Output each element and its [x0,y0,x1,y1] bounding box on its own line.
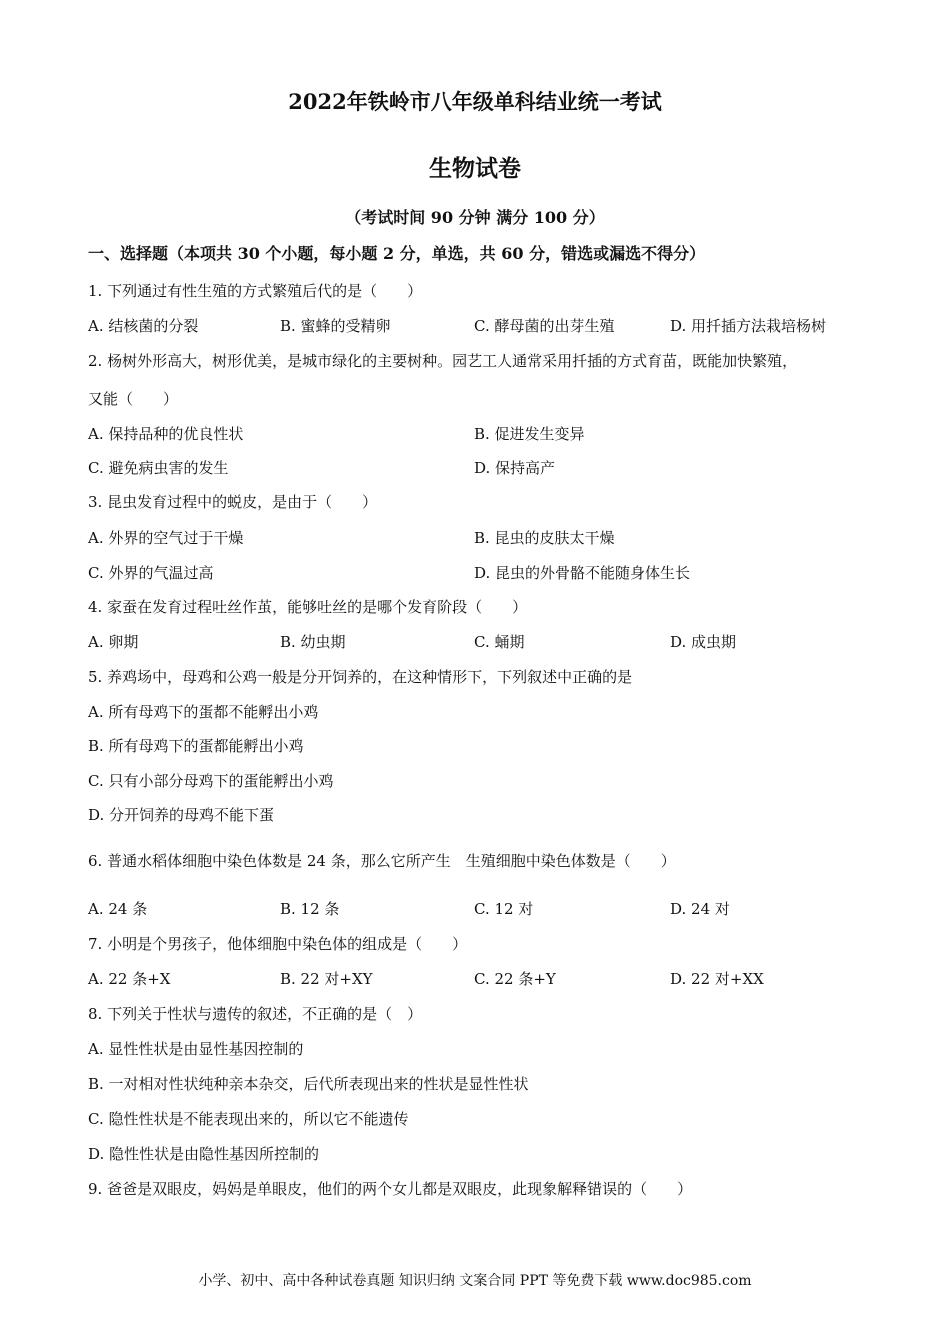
question-4-option-c: C. 蛹期 [474,633,525,651]
question-3-option-d: D. 昆虫的外骨骼不能随身体生长 [474,564,691,582]
question-3-stem: 3. 昆虫发育过程中的蜕皮，是由于（ ） [88,493,378,511]
question-2-option-a: A. 保持品种的优良性状 [88,425,244,443]
question-5-option-c: C. 只有小部分母鸡下的蛋能孵出小鸡 [88,772,334,790]
question-5-option-d: D. 分开饲养的母鸡不能下蛋 [88,806,275,824]
question-1-option-d: D. 用扦插方法栽培杨树 [670,317,827,335]
question-9-stem: 9. 爸爸是双眼皮，妈妈是单眼皮，他们的两个女儿都是双眼皮，此现象解释错误的（ ） [88,1180,693,1198]
question-2-option-b: B. 促进发生变异 [474,425,585,443]
question-2-stem-continued: 又能（ ） [88,390,179,408]
question-1-option-c: C. 酵母菌的出芽生殖 [474,317,615,335]
question-7-stem: 7. 小明是个男孩子，他体细胞中染色体的组成是（ ） [88,935,468,953]
question-1-option-a: A. 结核菌的分裂 [88,317,199,335]
question-4-option-b: B. 幼虫期 [280,633,346,651]
page-footer: 小学、初中、高中各种试卷真题 知识归纳 文案合同 PPT 等免费下载 www.doc985.com [198,1273,752,1289]
question-8-option-a: A. 显性性状是由显性基因控制的 [88,1040,304,1058]
question-2-stem: 2. 杨树外形高大，树形优美，是城市绿化的主要树种。园艺工人通常采用扦插的方式育苗，既能加快繁殖， [88,352,798,370]
question-5-option-a: A. 所有母鸡下的蛋都不能孵出小鸡 [88,703,319,721]
subject-title: 生物试卷 [429,155,521,182]
exam-title: 2022年铁岭市八年级单科结业统一考试 [288,89,662,114]
question-6-option-b: B. 12 条 [280,900,340,918]
question-7-option-b: B. 22 对+XY [280,970,373,988]
question-2-option-c: C. 避免病虫害的发生 [88,459,229,477]
question-6-option-d: D. 24 对 [670,900,730,918]
question-8-option-c: C. 隐性性状是不能表现出来的，所以它不能遗传 [88,1110,409,1128]
question-3-option-b: B. 昆虫的皮肤太干燥 [474,529,615,547]
section-heading: 一、选择题（本项共 30 个小题，每小题 2 分，单选，共 60 分，错选或漏选不得分） [88,244,706,263]
question-7-option-c: C. 22 条+Y [474,970,556,988]
question-6-stem: 6. 普通水稻体细胞中染色体数是 24 条，那么它所产生 生殖细胞中染色体数是（ ） [88,852,676,870]
question-8-stem: 8. 下列关于性状与遗传的叙述，不正确的是（ ） [88,1005,423,1023]
question-4-option-a: A. 卵期 [88,633,139,651]
question-8-option-d: D. 隐性性状是由隐性基因所控制的 [88,1145,320,1163]
question-7-option-d: D. 22 对+XX [670,970,764,988]
exam-info: （考试时间 90 分钟 满分 100 分） [345,208,605,227]
question-5-stem: 5. 养鸡场中，母鸡和公鸡一般是分开饲养的，在这种情形下，下列叙述中正确的是 [88,668,633,686]
question-4-stem: 4. 家蚕在发育过程吐丝作茧，能够吐丝的是哪个发育阶段（ ） [88,598,528,616]
question-6-option-a: A. 24 条 [88,900,148,918]
question-7-option-a: A. 22 条+X [88,970,171,988]
question-2-option-d: D. 保持高产 [474,459,556,477]
question-4-option-d: D. 成虫期 [670,633,737,651]
question-1-option-b: B. 蜜蜂的受精卵 [280,317,391,335]
question-5-option-b: B. 所有母鸡下的蛋都能孵出小鸡 [88,737,304,755]
question-3-option-c: C. 外界的气温过高 [88,564,214,582]
question-1-stem: 1. 下列通过有性生殖的方式繁殖后代的是（ ） [88,282,423,300]
question-8-option-b: B. 一对相对性状纯种亲本杂交，后代所表现出来的性状是显性性状 [88,1075,529,1093]
question-6-option-c: C. 12 对 [474,900,534,918]
question-3-option-a: A. 外界的空气过于干燥 [88,529,244,547]
